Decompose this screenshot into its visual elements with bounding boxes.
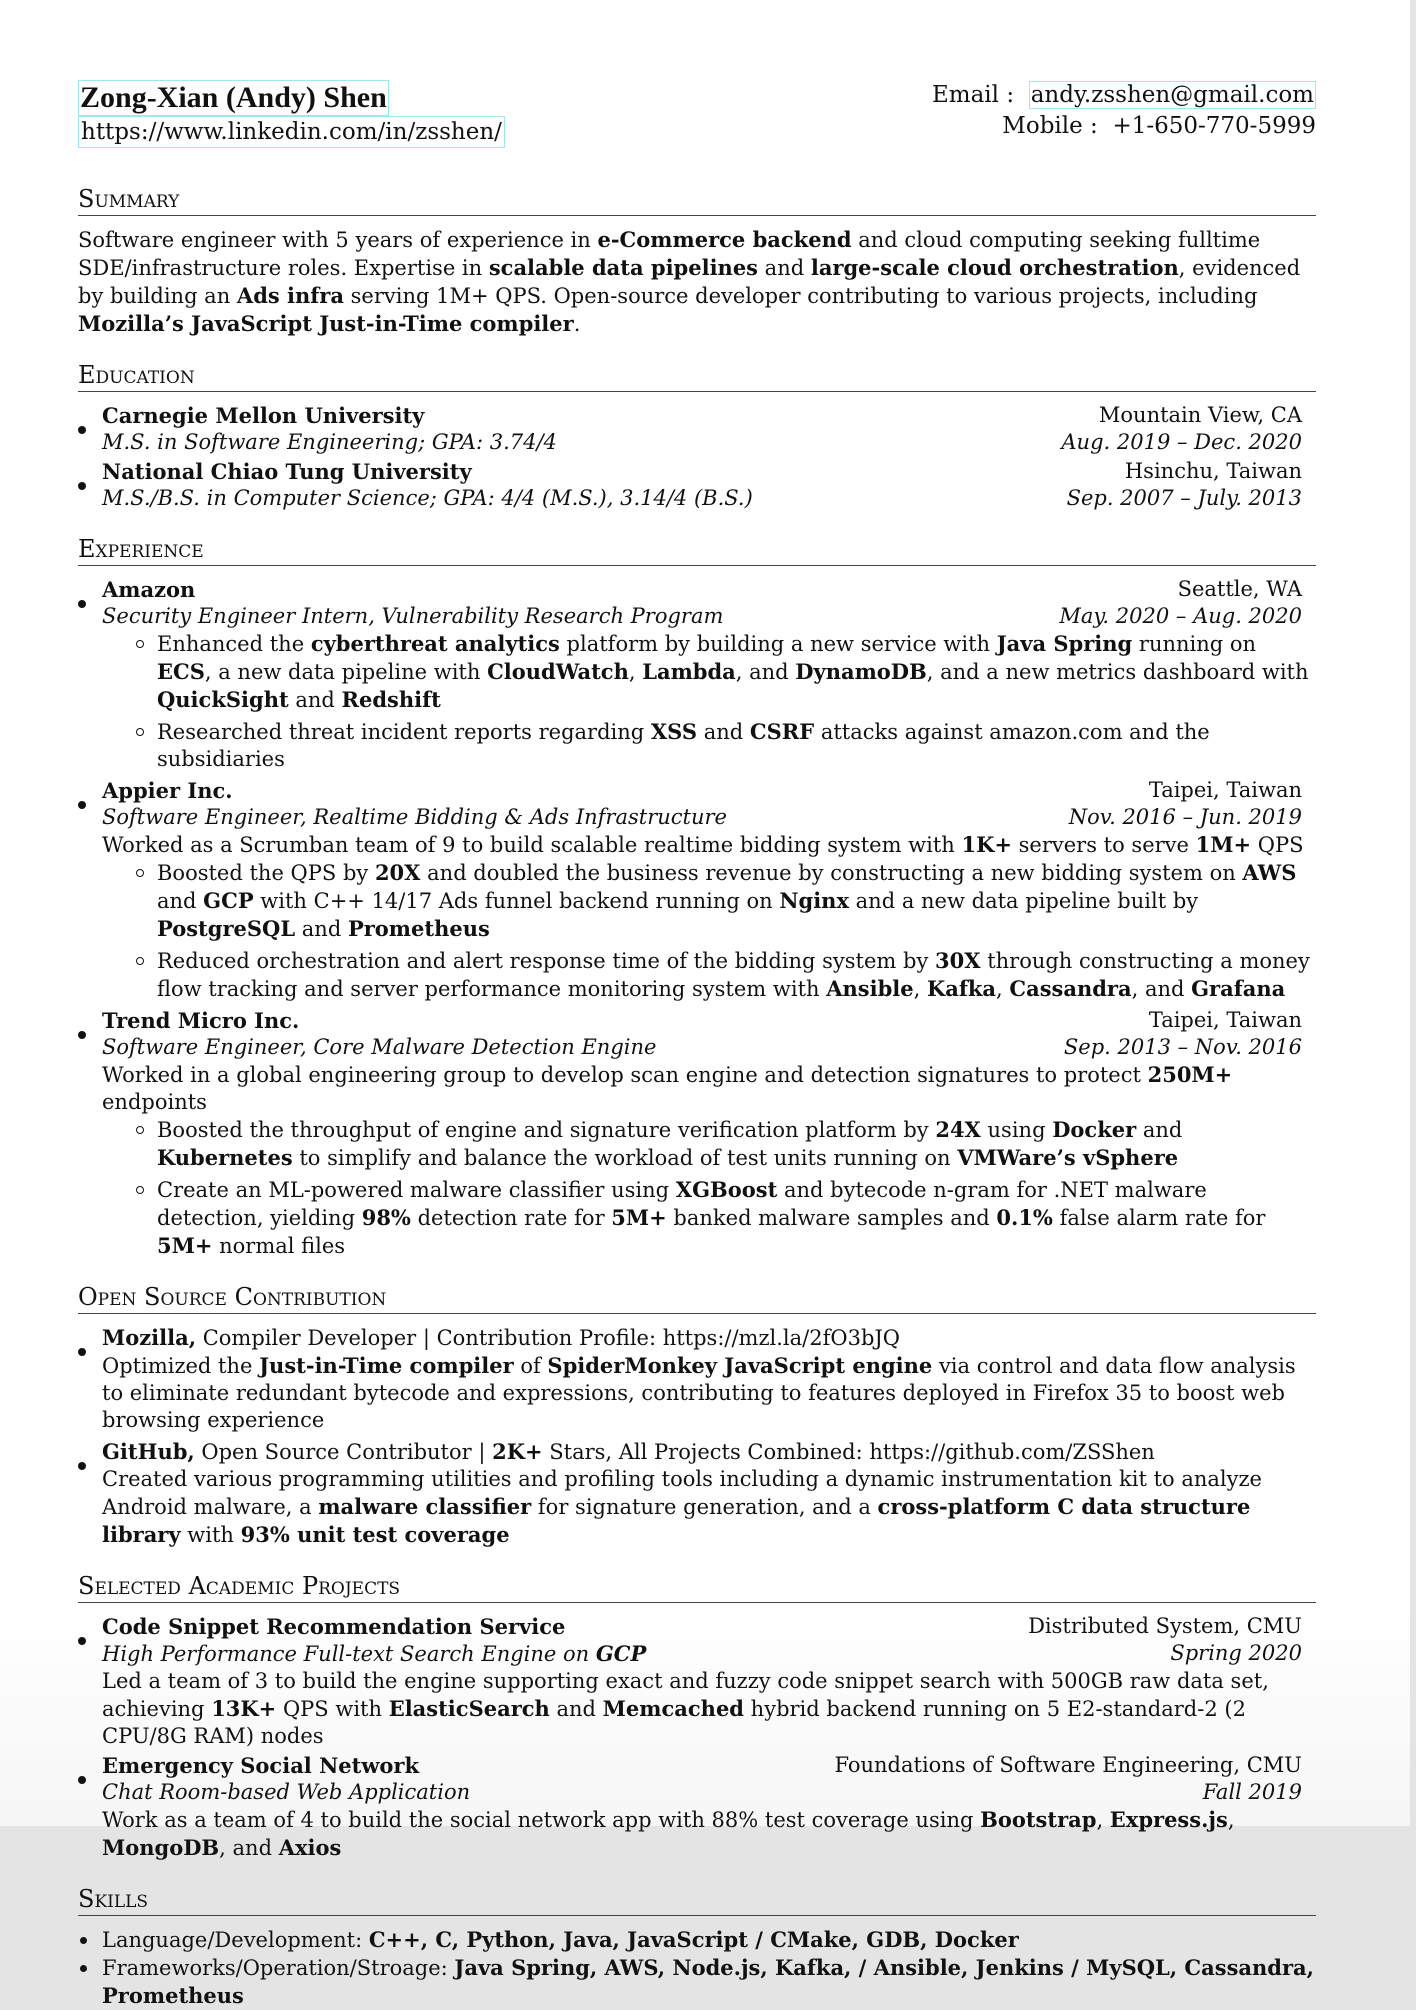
job-location: Seattle, WA (1177, 577, 1302, 601)
entry-row (102, 804, 1316, 831)
bold-text: PostgreSQL (157, 916, 296, 941)
section-title-open-source: Open Source Contribution (78, 1282, 1316, 1314)
bold-text: 250M+ (1147, 1062, 1233, 1087)
text: and bytecode n-gram for .NET malware detection, yielding (157, 1178, 1207, 1230)
text: for signature generation, and a (531, 1495, 878, 1519)
entry-row (102, 603, 1316, 630)
job-role: Software Engineer, Core Malware Detection Engine (102, 1035, 657, 1059)
job-bullet (134, 1116, 1316, 1172)
text: Created various programming utilities and profiling tools including a dynamic instrumentation kit to analyze Android malware, a (102, 1467, 1262, 1519)
company-name: Appier Inc. (102, 778, 233, 803)
bold-text: 1M+ (1195, 832, 1252, 857)
text: running on (1132, 632, 1257, 656)
text: , and a new metrics dashboard with (926, 660, 1309, 684)
school-name: Carnegie Mellon University (102, 403, 425, 428)
skill-values: C++, C, Python, Java, JavaScript / CMake, GDB, Docker (368, 1927, 1019, 1952)
job-intro (102, 831, 1316, 859)
company-name: Trend Micro Inc. (102, 1008, 300, 1033)
bold-text: 13K+ (211, 1696, 277, 1721)
text: and (549, 1697, 603, 1721)
bullet-icon (78, 426, 86, 434)
education-dates: Sep. 2007 – July. 2013 (1066, 486, 1302, 510)
skills-list (78, 1926, 1316, 2010)
job-location: Taipei, Taiwan (1148, 1008, 1302, 1032)
candidate-name: Zong-Xian (Andy) Shen (80, 81, 387, 114)
skill-item (78, 1926, 1316, 1954)
open-source-heading (102, 1438, 1316, 1466)
bold-text: GCP (203, 888, 254, 913)
project-term: Spring 2020 (1170, 1641, 1302, 1665)
education-list (78, 402, 1316, 512)
bold-text: Kubernetes (157, 1145, 293, 1170)
text: attacks against amazon.com and the subsidiaries (157, 720, 1210, 771)
bold-text: scalable data pipelines (488, 255, 758, 280)
bold-text: Nginx (779, 888, 849, 913)
bullet-icon (78, 1776, 86, 1784)
text: Optimized the (102, 1354, 260, 1378)
bold-text: XGBoost (675, 1177, 778, 1202)
entry-row (102, 1613, 1316, 1640)
bold-text: Axios (278, 1835, 342, 1860)
bold-text: 2K+ (492, 1439, 543, 1464)
job-bullets (102, 630, 1316, 773)
text: and (157, 889, 204, 913)
experience-entry (78, 576, 1316, 773)
bold-text: Ads infra (236, 283, 344, 308)
text: QPS with (276, 1697, 389, 1721)
text: using (980, 1118, 1053, 1142)
entry-row (102, 485, 1316, 512)
open-source-description (102, 1466, 1316, 1549)
text: and (758, 256, 811, 280)
text: , a new data pipeline with (204, 660, 488, 684)
text: hybrid backend running on 5 E2-standard-2 (2 CPU/8G RAM) nodes (102, 1697, 1246, 1748)
bold-text: ECS (157, 659, 205, 684)
summary-text (78, 226, 1316, 338)
bullet-icon (78, 1637, 86, 1645)
mobile-number: +1-650-770-5999 (1112, 113, 1316, 139)
section-title-skills: Skills (78, 1884, 1316, 1916)
school-name: National Chiao Tung University (102, 459, 472, 484)
skills-section (78, 1884, 1316, 2010)
project-course: Distributed System, CMU (1028, 1614, 1302, 1638)
bullet-icon (78, 482, 86, 490)
text: Software engineer with 5 years of experience in (78, 228, 598, 252)
entry-row (102, 1779, 1316, 1806)
job-dates: Nov. 2016 – Jun. 2019 (1068, 805, 1302, 829)
bold-text: malware classifier (318, 1494, 532, 1519)
email-row (932, 80, 1316, 111)
bold-text: 24X (935, 1117, 981, 1142)
text: Enhanced the (157, 632, 311, 656)
section-title-experience: Experience (78, 534, 1316, 566)
email-link[interactable]: andy.zsshen@gmail.com (1030, 82, 1314, 108)
text: platform by building a new service with (559, 632, 997, 656)
bullet-icon (78, 1031, 86, 1039)
bold-text: Express.js (1109, 1807, 1228, 1832)
project-entry (78, 1752, 1316, 1862)
text: false alarm rate for (1052, 1206, 1266, 1230)
text: Reduced orchestration and alert response time of the bidding system by (157, 949, 935, 973)
job-dates: Sep. 2013 – Nov. 2016 (1063, 1035, 1302, 1059)
entry-row (102, 1640, 1316, 1668)
text: Create an ML-powered malware classifier using (157, 1178, 676, 1202)
header-left (78, 80, 505, 148)
bold-text: 20X (374, 860, 421, 885)
text: and (697, 720, 750, 744)
job-bullet (134, 630, 1316, 714)
text: Work as a team of 4 to build the social network app with 88% test coverage using (102, 1808, 981, 1832)
bold-text: DynamoDB (795, 659, 927, 684)
text: detection rate for (410, 1206, 612, 1230)
text: of (513, 1354, 548, 1378)
mobile-label: Mobile : (1002, 113, 1098, 139)
bold-text: 0.1% (996, 1205, 1053, 1230)
bold-text: 98% (361, 1205, 411, 1230)
bullet-icon (78, 600, 86, 608)
text: High Performance Full-text Search Engine on (102, 1642, 596, 1666)
education-section (78, 360, 1316, 512)
text: and a new data pipeline built by (848, 889, 1199, 913)
project-subtitle (102, 1779, 470, 1806)
projects-section (78, 1571, 1316, 1862)
bold-text: QuickSight (157, 687, 289, 712)
open-source-description (102, 1352, 1316, 1434)
project-name: Code Snippet Recommendation Service (102, 1614, 566, 1639)
text: Open Source Contributor | (194, 1440, 493, 1464)
school-location: Hsinchu, Taiwan (1124, 459, 1302, 483)
entry-row (102, 576, 1316, 603)
text: and cloud computing seeking fulltime SDE/infrastructure roles. Expertise in (78, 228, 1261, 280)
bold-text: 30X (934, 948, 981, 973)
bold-text: cyberthreat analytics (310, 631, 560, 656)
entry-row (102, 1752, 1316, 1779)
bold-text: AWS (1242, 860, 1297, 885)
education-dates: Aug. 2019 – Dec. 2020 (1061, 430, 1302, 454)
bold-text: Prometheus (347, 916, 490, 941)
bold-text: Lambda (642, 659, 736, 684)
text: Boosted the throughput of engine and signature verification platform by (157, 1118, 936, 1142)
bold-text: 93% unit test coverage (240, 1522, 510, 1547)
entry-row (102, 777, 1316, 804)
skill-label: Language/Development: (102, 1928, 369, 1952)
text: , (913, 977, 927, 1001)
text: and doubled the business revenue by constructing a new bidding system on (420, 861, 1243, 885)
entry-row (102, 1034, 1316, 1061)
text: , and (219, 1836, 279, 1860)
text: , evidenced by building an (78, 256, 1301, 308)
text: serving 1M+ QPS. Open-source developer contributing to various projects, including (343, 284, 1258, 308)
text: , and (1131, 977, 1192, 1001)
bold-text: Grafana (1191, 976, 1286, 1001)
job-bullets (102, 1116, 1316, 1260)
contact-info (932, 80, 1316, 142)
text: to simplify and balance the workload of test units running on (292, 1146, 958, 1170)
bold-text: Redshift (341, 687, 441, 712)
school-location: Mountain View, CA (1098, 403, 1302, 427)
education-entry (78, 458, 1316, 512)
resume-header (78, 80, 1316, 148)
text: Stars, All Projects Combined: https://github.com/ZSShen (542, 1440, 1155, 1464)
project-description (102, 1668, 1316, 1750)
bold-text: Java Spring (996, 631, 1133, 656)
job-bullet (134, 859, 1316, 943)
entry-row (102, 1007, 1316, 1034)
experience-entry (78, 1007, 1316, 1260)
project-description (102, 1806, 1316, 1862)
bold-text: Mozilla’s JavaScript Just-in-Time compiler (78, 311, 574, 336)
text: with C++ 14/17 Ads funnel backend running on (253, 889, 780, 913)
project-entry (78, 1613, 1316, 1750)
experience-list (78, 576, 1316, 1260)
bold-text: Cassandra (1009, 976, 1132, 1001)
bullet-icon (78, 1348, 86, 1356)
job-role: Security Engineer Intern, Vulnerability Research Program (102, 604, 724, 628)
bold-text: Bootstrap (980, 1807, 1097, 1832)
bold-text: Mozilla, (102, 1325, 197, 1350)
projects-list (78, 1613, 1316, 1862)
text: . (573, 312, 581, 336)
bold-text: 1K+ (961, 832, 1012, 857)
text: and (1136, 1118, 1183, 1142)
company-name: Amazon (102, 577, 196, 602)
job-dates: May. 2020 – Aug. 2020 (1059, 604, 1302, 628)
open-source-section (78, 1282, 1316, 1549)
bold-text: MongoDB (102, 1835, 220, 1860)
skill-values: Java Spring, AWS, Node.js, Kafka, / Ansible, Jenkins / MySQL, Cassandra, Prometheus (102, 1955, 1314, 2008)
bold-text: Ansible (826, 976, 914, 1001)
entry-row (102, 402, 1316, 429)
text: , (1227, 1808, 1235, 1832)
text: Researched threat incident reports regarding (157, 720, 651, 744)
text: Boosted the QPS by (157, 861, 375, 885)
bullet-icon (78, 1462, 86, 1470)
text: , (628, 660, 643, 684)
text: through constructing a money flow tracking and server performance monitoring system with (157, 949, 1310, 1001)
text: banked malware samples and (666, 1206, 997, 1230)
bold-text: Memcached (602, 1696, 744, 1721)
bold-text: GitHub, (102, 1439, 195, 1464)
bold-text: large-scale cloud orchestration (810, 255, 1179, 280)
entry-row (102, 458, 1316, 485)
job-bullet (134, 1176, 1316, 1260)
bold-text: CSRF (749, 719, 815, 744)
mobile-row (932, 111, 1316, 142)
bold-text: e-Commerce backend (597, 227, 852, 252)
linkedin-link[interactable]: https://www.linkedin.com/in/zsshen/ (78, 116, 505, 148)
degree: M.S./B.S. in Computer Science; GPA: 4/4 (M.S.), 3.14/4 (B.S.) (102, 486, 753, 510)
bold-text: ElasticSearch (388, 1696, 550, 1721)
bullet-icon (78, 801, 86, 809)
bold-text: XSS (650, 719, 698, 744)
open-source-entry (78, 1324, 1316, 1434)
text: with (180, 1523, 241, 1547)
open-source-list (78, 1324, 1316, 1549)
entry-row (102, 429, 1316, 456)
bold-text: GCP (595, 1641, 647, 1666)
text: normal files (212, 1234, 346, 1258)
job-role: Software Engineer, Realtime Bidding & Ads Infrastructure (102, 805, 727, 829)
project-name: Emergency Social Network (102, 1753, 420, 1778)
text: Worked as a Scrumban team of 9 to build scalable realtime bidding system with (102, 833, 962, 857)
skill-label: Frameworks/Operation/Stroage: (102, 1956, 455, 1980)
project-subtitle (102, 1640, 646, 1668)
project-course: Foundations of Software Engineering, CMU (834, 1753, 1302, 1777)
bold-text: Docker (1052, 1117, 1137, 1142)
text: Compiler Developer | Contribution Profile: https://mzl.la/2fO3bJQ (196, 1326, 901, 1350)
text: , (1096, 1808, 1110, 1832)
job-bullets (102, 859, 1316, 1003)
bold-text: Kafka (926, 976, 997, 1001)
section-title-education: Education (78, 360, 1316, 392)
text: , and (735, 660, 796, 684)
open-source-heading (102, 1324, 1316, 1352)
summary-section (78, 184, 1316, 338)
text: and (295, 917, 348, 941)
experience-section (78, 534, 1316, 1260)
text: , (996, 977, 1010, 1001)
skill-item (78, 1954, 1316, 2010)
bold-text: 5M+ (611, 1205, 667, 1230)
job-bullet (134, 947, 1316, 1003)
job-location: Taipei, Taiwan (1148, 778, 1302, 802)
text: Worked in a global engineering group to develop scan engine and detection signatures to protect (102, 1063, 1148, 1087)
open-source-entry (78, 1438, 1316, 1549)
section-title-summary: Summary (78, 184, 1316, 216)
project-term: Fall 2019 (1202, 1780, 1302, 1804)
bold-text: SpiderMonkey JavaScript engine (547, 1353, 933, 1378)
bold-text: VMWare’s vSphere (957, 1145, 1179, 1170)
text: via control and data flow analysis to eliminate redundant bytecode and expressions, contributing to features deployed in Firefox 35 to boost web browsing experience (102, 1354, 1296, 1432)
experience-entry (78, 777, 1316, 1003)
job-intro (102, 1061, 1316, 1116)
education-entry (78, 402, 1316, 456)
email-label: Email : (932, 82, 1015, 108)
bold-text: CloudWatch (487, 659, 629, 684)
text: QPS (1251, 833, 1304, 857)
degree: M.S. in Software Engineering; GPA: 3.74/4 (102, 430, 557, 454)
text: Chat Room-based Web Application (102, 1780, 471, 1804)
job-bullet (134, 718, 1316, 773)
text: endpoints (102, 1090, 207, 1114)
text: servers to serve (1011, 833, 1196, 857)
bold-text: Just-in-Time compiler (259, 1353, 514, 1378)
bold-text: 5M+ (157, 1233, 213, 1258)
bold-text: cross-platform C data structure library (102, 1494, 1251, 1547)
text: and (288, 688, 342, 712)
text: Led a team of 3 to build the engine supporting exact and fuzzy code snippet search with 500GB raw data set, achieving (102, 1669, 1269, 1721)
section-title-projects: Selected Academic Projects (78, 1571, 1316, 1603)
